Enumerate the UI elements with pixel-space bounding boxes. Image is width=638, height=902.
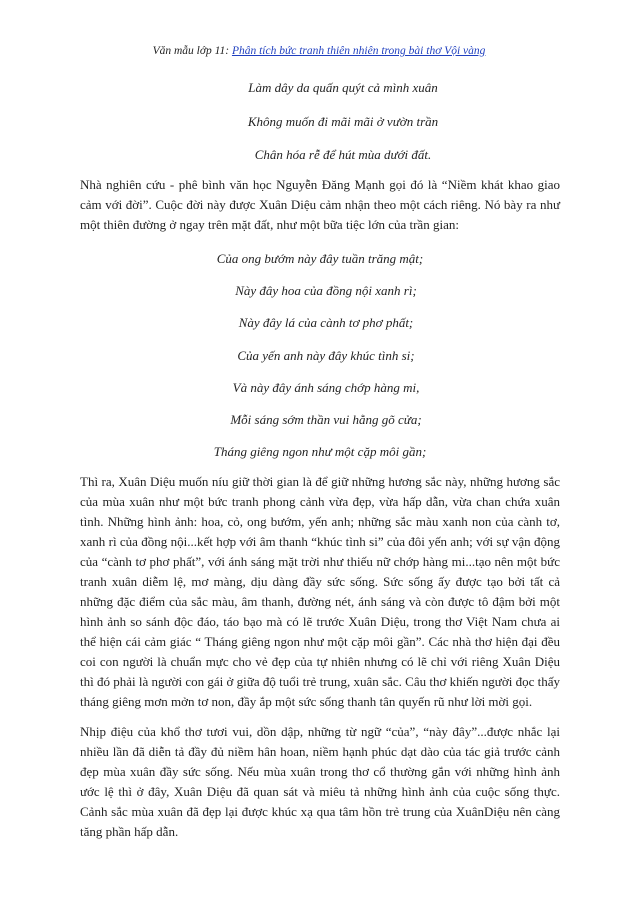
paragraph-1: Nhà nghiên cứu - phê bình văn học Nguyễn Đăng Mạnh gọi đó là “Niềm khát khao giao cảm với đời”. Cuộc đời này được Xuân Diệu cảm nhận theo một cách riêng. Nó bày ra như một thiên đường ở ngay trên mặt đất, như một bữa tiệc lớn của trần gian:	[80, 177, 560, 232]
verse-line: Của yến anh này đây khúc tình si;	[237, 347, 415, 363]
verse-line: Không muốn đi mãi mãi ở vườn trần	[247, 113, 439, 129]
verse-block-2	[80, 249, 560, 462]
paragraph-2: Thì ra, Xuân Diệu muốn níu giữ thời gian là để giữ những hương sắc này, những hương sắc của mùa xuân như một bức tranh phong cảnh vừa đẹp, vừa hấp dẫn, vừa chan chứa xuân tình. Những hình ảnh: hoa, cỏ, ong bướm, yến anh; những sắc màu xanh non của cành tơ, xanh rì của đồng nội...kết hợp với âm thanh “khúc tình si” của đôi yến anh; với sự vận động của “cành tơ phơ phất”, với ánh sáng mặt trời như thiếu nữ chớp hàng mi...tạo nên một bức tranh xuân diễm lệ, mơ màng, dịu dàng đầy sức sống. Sức sống ấy được tạo bởi tất cả những đặc điểm của sắc màu, âm thanh, đường nét, ánh sáng và còn được tô đậm bởi một hình ảnh so sánh độc đáo, táo bạo mà có lẽ trước Xuân Diệu, trong thơ Việt Nam chưa ai thể hiện cái cảm giác “ Tháng giêng ngon như một cặp môi gần”. Các nhà thơ hiện đại đều coi con người là chuẩn mực cho vẻ đẹp của tự nhiên nhưng có lẽ chỉ với riêng Xuân Diệu thì đó phải là người con gái ở giữa độ tuổi trẻ trung, xuân sắc. Câu thơ khiến người đọc thấy tháng giêng mơn mởn tơ non, đầy ắp một sức sống thanh tân quyến rũ như lời mời gọi.	[80, 474, 560, 710]
verse-line: Làm dây da quấn quýt cả mình xuân	[248, 80, 438, 95]
verse-line: Mỗi sáng sớm thần vui hằng gõ cửa;	[230, 411, 422, 427]
verse-line: Này đây lá của cành tơ phơ phất;	[238, 315, 414, 331]
verse-block-1	[80, 78, 560, 165]
verse-line: Tháng giêng ngon như một cặp môi gần;	[213, 444, 427, 460]
document-body	[80, 78, 560, 852]
header-prefix: Văn mẫu lớp 11:	[152, 45, 232, 57]
verse-line: Chân hóa rễ để hút mùa dưới đất.	[254, 147, 432, 162]
paragraph-3: Nhịp điệu của khổ thơ tươi vui, dồn dập, những từ ngữ “của”, “này đây”...được nhắc lại nhiều lần đã diễn tả đầy đủ niềm hân hoan, niềm hạnh phúc dạt dào của tác giả trước cảnh đẹp mùa xuân đầy sức sống. Nếu mùa xuân trong thơ cổ thường gắn với những hình ảnh ước lệ thì ở đây, Xuân Diệu đã quan sát và miêu tả những hình ảnh của cuộc sống thực. Cảnh sắc mùa xuân đã đẹp lại được khúc xạ qua tâm hồn trẻ trung của XuânDiệu nên càng tăng phần hấp dẫn.	[80, 724, 560, 840]
verse-line: Và này đây ánh sáng chớp hàng mi,	[232, 379, 420, 395]
verse-line: Của ong bướm này đây tuần trăng mật;	[216, 251, 424, 266]
page-header	[0, 45, 638, 57]
verse-line: Này đây hoa của đồng nội xanh rì;	[235, 283, 417, 299]
article-title-link[interactable]: Phân tích bức tranh thiên nhiên trong bài thơ Vội vàng	[231, 45, 486, 57]
